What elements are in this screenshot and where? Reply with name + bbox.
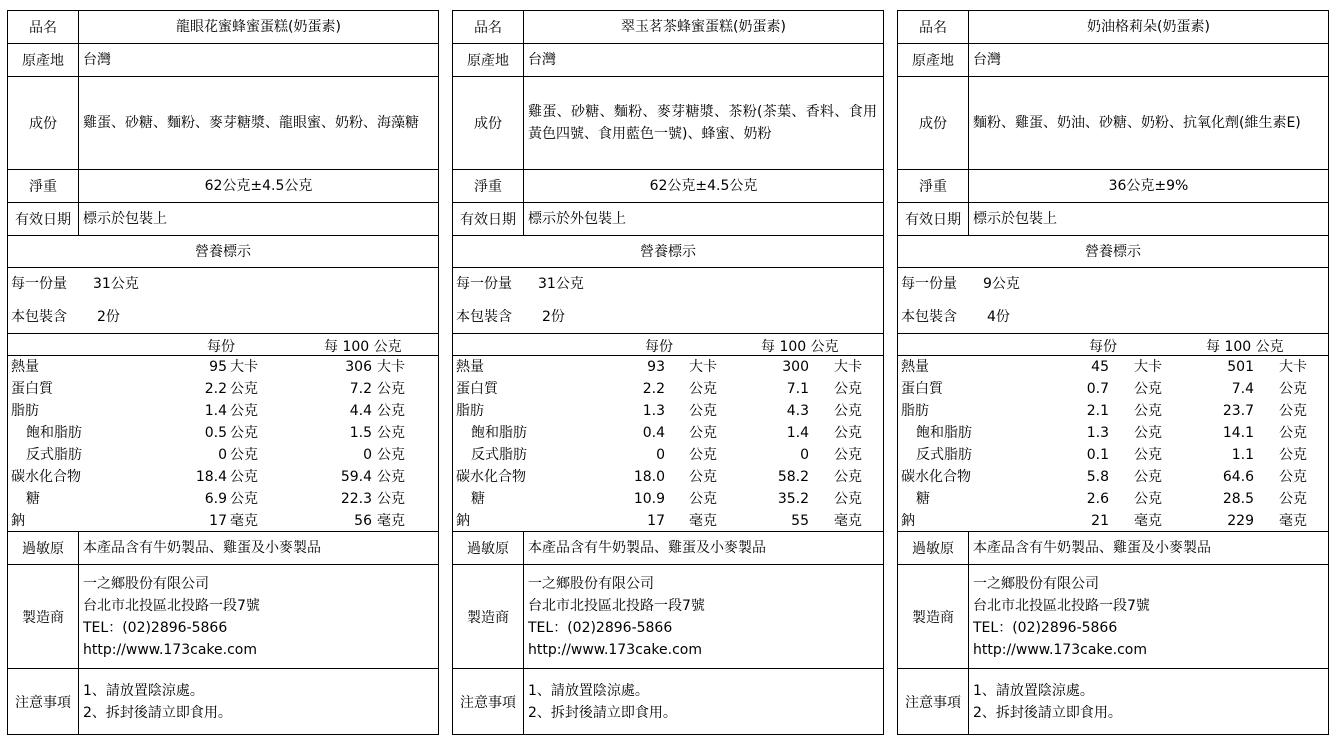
serving-size-line [901, 273, 1020, 295]
nutrient-row [898, 444, 1328, 466]
per-serving-value: 93 [647, 359, 665, 375]
product-label-panel [452, 10, 884, 735]
allergen-row-label: 過敏原 [453, 532, 524, 564]
origin-row-label: 原產地 [453, 44, 524, 76]
per-serving-unit: 大卡 [230, 359, 258, 375]
serving-size-value: 9公克 [983, 276, 1020, 292]
per-serving-value: 0.5 [204, 425, 227, 441]
manufacturer-website-link[interactable]: http://www.173cake.com [973, 641, 1147, 658]
per-serving-value: 1.4 [204, 403, 227, 419]
allergen-row-value: 本產品含有牛奶製品、雞蛋及小麥製品 [973, 540, 1211, 556]
manufacturer-label: 製造商 [453, 565, 524, 668]
per-100g-value: 56 [354, 513, 372, 529]
origin-row [898, 44, 1328, 77]
per-serving-value: 0 [656, 447, 665, 463]
nutrient-row [453, 378, 883, 400]
allergen-row-value: 本產品含有牛奶製品、雞蛋及小麥製品 [83, 540, 321, 556]
per-100g-header: 每 100 公克 [1206, 339, 1284, 355]
nutrient-row [453, 466, 883, 488]
expiry-row-value: 標示於外包裝上 [528, 211, 626, 227]
per-serving-unit: 公克 [1134, 425, 1162, 441]
nutrient-row [8, 444, 438, 466]
per-100g-unit: 公克 [1279, 425, 1307, 441]
per-serving-unit: 公克 [230, 425, 258, 441]
nutrient-name: 飽和脂肪 [26, 425, 82, 441]
per-100g-unit: 公克 [377, 403, 405, 419]
per-100g-value: 58.2 [777, 469, 809, 485]
per-serving-value: 21 [1091, 513, 1109, 529]
nutrient-row [898, 510, 1328, 532]
expiry-row-value: 標示於包裝上 [973, 211, 1057, 227]
nutrient-name: 反式脂肪 [916, 447, 972, 463]
manufacturer-value [524, 565, 883, 668]
nutrition-table-header [8, 334, 438, 356]
servings-per-pack-label: 本包裝含 [901, 309, 957, 325]
nutrition-title-row [8, 235, 438, 268]
per-100g-value: 1.5 [349, 425, 372, 441]
nutrient-name: 碳水化合物 [901, 469, 971, 485]
origin-row-label: 原產地 [8, 44, 79, 76]
product-label-panel [7, 10, 439, 735]
nutrient-row [8, 356, 438, 378]
expiry-row-value: 標示於包裝上 [83, 211, 167, 227]
manufacturer-website-link[interactable]: http://www.173cake.com [83, 641, 257, 658]
manufacturer-line: 台北市北投區北投路一段7號 [528, 597, 705, 614]
nutrient-name: 熱量 [456, 359, 484, 375]
nutrient-row [898, 378, 1328, 400]
per-100g-unit: 公克 [834, 447, 862, 463]
per-100g-value: 7.4 [1231, 381, 1254, 397]
serving-size-value: 31公克 [93, 276, 139, 292]
servings-per-pack-line [901, 306, 1010, 328]
notes-row [898, 669, 1328, 734]
per-serving-unit: 公克 [689, 491, 717, 507]
nutrient-row [8, 466, 438, 488]
serving-size-label: 每一份量 [456, 276, 512, 292]
nutrient-name: 脂肪 [456, 403, 484, 419]
per-serving-value: 0.1 [1086, 447, 1109, 463]
nutrient-row [453, 400, 883, 422]
nutrient-name: 反式脂肪 [26, 447, 82, 463]
serving-size-label: 每一份量 [11, 276, 67, 292]
per-serving-unit: 公克 [1134, 381, 1162, 397]
note-item: 1、請放置陰涼處。 [973, 682, 1094, 699]
per-100g-value: 0 [363, 447, 372, 463]
per-100g-unit: 毫克 [1279, 513, 1307, 529]
per-100g-unit: 公克 [1279, 469, 1307, 485]
per-serving-unit: 公克 [230, 403, 258, 419]
per-serving-value: 1.3 [1086, 425, 1109, 441]
manufacturer-website-link[interactable]: http://www.173cake.com [528, 641, 702, 658]
net-weight-row [453, 170, 883, 203]
per-serving-unit: 公克 [1134, 403, 1162, 419]
nutrient-name: 碳水化合物 [11, 469, 81, 485]
nutrition-table [8, 334, 438, 532]
per-serving-value: 0.4 [642, 425, 665, 441]
per-serving-value: 17 [647, 513, 665, 529]
nutrient-row [898, 400, 1328, 422]
per-serving-value: 45 [1091, 359, 1109, 375]
nutrient-row [453, 444, 883, 466]
manufacturer-line: 一之鄉股份有限公司 [83, 575, 209, 592]
allergen-row [898, 532, 1328, 565]
ingredients-row-value: 雞蛋、砂糖、麵粉、麥芽糖漿、茶粉(茶葉、香料、食用黃色四號、食用藍色一號)、蜂蜜、奶粉 [528, 104, 877, 142]
nutrient-name: 熱量 [901, 359, 929, 375]
origin-row-value: 台灣 [973, 52, 1001, 68]
manufacturer-line: 台北市北投區北投路一段7號 [83, 597, 260, 614]
per-100g-unit: 毫克 [377, 513, 405, 529]
note-item: 1、請放置陰涼處。 [528, 682, 649, 699]
product-name-row-label: 品名 [898, 11, 969, 43]
servings-per-pack-line [456, 306, 565, 328]
product-name-row [8, 11, 438, 44]
notes-row [8, 669, 438, 734]
nutrient-name: 鈉 [11, 513, 25, 529]
nutrient-name: 鈉 [901, 513, 915, 529]
manufacturer-line: TEL：(02)2896-5866 [528, 619, 673, 636]
per-100g-unit: 公克 [1279, 403, 1307, 419]
ingredients-row [8, 77, 438, 170]
per-100g-value: 14.1 [1222, 425, 1254, 441]
origin-row-label: 原產地 [898, 44, 969, 76]
expiry-row [898, 203, 1328, 236]
per-serving-value: 0 [218, 447, 227, 463]
note-item: 1、請放置陰涼處。 [83, 682, 204, 699]
manufacturer-line: TEL：(02)2896-5866 [973, 619, 1118, 636]
nutrient-row [453, 422, 883, 444]
nutrient-row [453, 510, 883, 532]
per-serving-unit: 公克 [1134, 447, 1162, 463]
nutrition-title: 營養標示 [195, 244, 251, 260]
per-serving-value: 18.4 [195, 469, 227, 485]
product-label-panel [897, 10, 1329, 735]
origin-row-value: 台灣 [528, 52, 556, 68]
per-100g-unit: 公克 [377, 447, 405, 463]
manufacturer-line: 一之鄉股份有限公司 [973, 575, 1099, 592]
per-serving-value: 2.6 [1086, 491, 1109, 507]
per-serving-value: 1.3 [642, 403, 665, 419]
origin-row [453, 44, 883, 77]
servings-per-pack-label: 本包裝含 [11, 309, 67, 325]
per-100g-value: 23.7 [1222, 403, 1254, 419]
per-serving-unit: 公克 [689, 469, 717, 485]
manufacturer-line: 台北市北投區北投路一段7號 [973, 597, 1150, 614]
expiry-row-label: 有效日期 [898, 203, 969, 235]
serving-info [453, 268, 883, 334]
nutrient-row [453, 356, 883, 378]
per-100g-value: 1.1 [1231, 447, 1254, 463]
per-serving-unit: 公克 [689, 403, 717, 419]
per-100g-unit: 公克 [1279, 491, 1307, 507]
manufacturer-line: TEL：(02)2896-5866 [83, 619, 228, 636]
per-serving-unit: 公克 [689, 381, 717, 397]
per-100g-unit: 公克 [377, 425, 405, 441]
per-serving-header: 每份 [207, 339, 235, 355]
nutrient-name: 脂肪 [901, 403, 929, 419]
ingredients-row [898, 77, 1328, 170]
per-100g-unit: 公克 [1279, 381, 1307, 397]
nutrient-name: 糖 [916, 491, 930, 507]
nutrient-row [8, 378, 438, 400]
nutrient-name: 糖 [26, 491, 40, 507]
notes-label: 注意事項 [8, 669, 79, 734]
expiry-row [453, 203, 883, 236]
per-100g-unit: 公克 [377, 381, 405, 397]
per-serving-value: 5.8 [1086, 469, 1109, 485]
per-100g-value: 28.5 [1222, 491, 1254, 507]
per-100g-unit: 公克 [834, 381, 862, 397]
nutrient-name: 鈉 [456, 513, 470, 529]
per-100g-unit: 公克 [377, 491, 405, 507]
per-100g-unit: 毫克 [834, 513, 862, 529]
per-100g-value: 0 [800, 447, 809, 463]
per-serving-value: 2.2 [642, 381, 665, 397]
per-serving-unit: 公克 [1134, 469, 1162, 485]
per-100g-unit: 大卡 [834, 359, 862, 375]
product-name-row [453, 11, 883, 44]
per-serving-unit: 大卡 [689, 359, 717, 375]
per-100g-unit: 公克 [834, 425, 862, 441]
per-100g-unit: 公克 [834, 491, 862, 507]
net-weight-row-value: 62公克±4.5公克 [649, 178, 758, 194]
ingredients-row-label: 成份 [898, 77, 969, 169]
nutrient-name: 蛋白質 [901, 381, 943, 397]
per-100g-unit: 公克 [377, 469, 405, 485]
ingredients-row-label: 成份 [8, 77, 79, 169]
per-100g-value: 4.3 [786, 403, 809, 419]
expiry-row-label: 有效日期 [8, 203, 79, 235]
notes-row [453, 669, 883, 734]
nutrition-title: 營養標示 [640, 244, 696, 260]
net-weight-row [898, 170, 1328, 203]
nutrition-title-row [453, 235, 883, 268]
nutrition-table-header [453, 334, 883, 356]
per-100g-unit: 公克 [1279, 447, 1307, 463]
per-100g-value: 22.3 [340, 491, 372, 507]
per-serving-value: 2.1 [1086, 403, 1109, 419]
per-serving-unit: 毫克 [1134, 513, 1162, 529]
serving-info [898, 268, 1328, 334]
net-weight-row-value: 62公克±4.5公克 [204, 178, 313, 194]
serving-size-line [456, 273, 584, 295]
servings-per-pack-label: 本包裝含 [456, 309, 512, 325]
manufacturer-row [8, 565, 438, 669]
nutrition-title-row [898, 235, 1328, 268]
nutrition-title: 營養標示 [1085, 244, 1141, 260]
ingredients-row-value: 麵粉、雞蛋、奶油、砂糖、奶粉、抗氧化劑(維生素E) [973, 115, 1301, 131]
serving-size-label: 每一份量 [901, 276, 957, 292]
per-serving-value: 95 [209, 359, 227, 375]
net-weight-row-value: 36公克±9% [1108, 178, 1189, 194]
net-weight-row [8, 170, 438, 203]
manufacturer-label: 製造商 [898, 565, 969, 668]
per-serving-unit: 毫克 [689, 513, 717, 529]
nutrition-table [453, 334, 883, 532]
net-weight-row-label: 淨重 [8, 170, 79, 202]
nutrient-name: 蛋白質 [456, 381, 498, 397]
nutrient-row [898, 488, 1328, 510]
net-weight-row-label: 淨重 [898, 170, 969, 202]
manufacturer-row [453, 565, 883, 669]
per-100g-value: 4.4 [349, 403, 372, 419]
per-serving-value: 18.0 [633, 469, 665, 485]
per-serving-unit: 公克 [689, 425, 717, 441]
notes-label: 注意事項 [453, 669, 524, 734]
net-weight-row-label: 淨重 [453, 170, 524, 202]
per-100g-value: 35.2 [777, 491, 809, 507]
serving-info [8, 268, 438, 334]
per-100g-unit: 公克 [834, 469, 862, 485]
servings-per-pack-line [11, 306, 120, 328]
per-100g-header: 每 100 公克 [324, 339, 402, 355]
origin-row [8, 44, 438, 77]
nutrient-row [898, 356, 1328, 378]
per-100g-value: 59.4 [340, 469, 372, 485]
expiry-row-label: 有效日期 [453, 203, 524, 235]
per-serving-value: 2.2 [204, 381, 227, 397]
product-name-row-value: 奶油格莉朵(奶蛋素) [1087, 19, 1210, 35]
per-serving-unit: 公克 [230, 469, 258, 485]
product-name-row-label: 品名 [8, 11, 79, 43]
manufacturer-line: 一之鄉股份有限公司 [528, 575, 654, 592]
manufacturer-value [969, 565, 1328, 668]
nutrient-row [8, 400, 438, 422]
allergen-row-value: 本產品含有牛奶製品、雞蛋及小麥製品 [528, 540, 766, 556]
note-item: 2、拆封後請立即食用。 [973, 704, 1122, 721]
manufacturer-value [79, 565, 438, 668]
per-100g-header: 每 100 公克 [761, 339, 839, 355]
nutrient-name: 蛋白質 [11, 381, 53, 397]
servings-per-pack-value: 2份 [542, 309, 565, 325]
per-serving-unit: 公克 [230, 447, 258, 463]
allergen-row-label: 過敏原 [8, 532, 79, 564]
allergen-row [453, 532, 883, 565]
per-100g-value: 306 [345, 359, 372, 375]
per-serving-value: 0.7 [1086, 381, 1109, 397]
notes-value [79, 669, 438, 734]
serving-size-value: 31公克 [538, 276, 584, 292]
manufacturer-label: 製造商 [8, 565, 79, 668]
nutrient-row [898, 466, 1328, 488]
note-item: 2、拆封後請立即食用。 [528, 704, 677, 721]
nutrient-row [898, 422, 1328, 444]
nutrient-name: 熱量 [11, 359, 39, 375]
per-100g-value: 229 [1227, 513, 1254, 529]
notes-value [524, 669, 883, 734]
per-serving-unit: 公克 [1134, 491, 1162, 507]
nutrient-name: 糖 [471, 491, 485, 507]
nutrient-row [8, 422, 438, 444]
per-serving-value: 17 [209, 513, 227, 529]
per-100g-value: 64.6 [1222, 469, 1254, 485]
per-serving-unit: 毫克 [230, 513, 258, 529]
allergen-row [8, 532, 438, 565]
per-100g-value: 55 [791, 513, 809, 529]
note-item: 2、拆封後請立即食用。 [83, 704, 232, 721]
ingredients-row [453, 77, 883, 170]
expiry-row [8, 203, 438, 236]
serving-size-line [11, 273, 139, 295]
per-serving-unit: 公克 [230, 381, 258, 397]
per-100g-value: 7.1 [786, 381, 809, 397]
nutrition-table-header [898, 334, 1328, 356]
per-100g-value: 501 [1227, 359, 1254, 375]
per-100g-value: 300 [782, 359, 809, 375]
nutrient-row [8, 488, 438, 510]
product-name-row-value: 龍眼花蜜蜂蜜蛋糕(奶蛋素) [176, 19, 341, 35]
origin-row-value: 台灣 [83, 52, 111, 68]
allergen-row-label: 過敏原 [898, 532, 969, 564]
nutrient-name: 碳水化合物 [456, 469, 526, 485]
per-100g-unit: 大卡 [1279, 359, 1307, 375]
per-100g-unit: 公克 [834, 403, 862, 419]
servings-per-pack-value: 2份 [97, 309, 120, 325]
per-serving-unit: 公克 [230, 491, 258, 507]
per-100g-value: 1.4 [786, 425, 809, 441]
per-serving-unit: 公克 [689, 447, 717, 463]
nutrition-table [898, 334, 1328, 532]
product-name-row-value: 翠玉茗茶蜂蜜蛋糕(奶蛋素) [621, 19, 786, 35]
notes-label: 注意事項 [898, 669, 969, 734]
nutrient-name: 飽和脂肪 [471, 425, 527, 441]
ingredients-row-label: 成份 [453, 77, 524, 169]
per-100g-value: 7.2 [349, 381, 372, 397]
per-serving-unit: 大卡 [1134, 359, 1162, 375]
per-serving-value: 6.9 [204, 491, 227, 507]
nutrient-row [453, 488, 883, 510]
servings-per-pack-value: 4份 [987, 309, 1010, 325]
nutrient-row [8, 510, 438, 532]
notes-value [969, 669, 1328, 734]
per-100g-unit: 大卡 [377, 359, 405, 375]
ingredients-row-value: 雞蛋、砂糖、麵粉、麥芽糖漿、龍眼蜜、奶粉、海藻糖 [83, 115, 419, 131]
nutrient-name: 反式脂肪 [471, 447, 527, 463]
product-name-row-label: 品名 [453, 11, 524, 43]
per-serving-header: 每份 [1089, 339, 1117, 355]
per-serving-value: 10.9 [633, 491, 665, 507]
nutrient-name: 脂肪 [11, 403, 39, 419]
manufacturer-row [898, 565, 1328, 669]
product-name-row [898, 11, 1328, 44]
nutrient-name: 飽和脂肪 [916, 425, 972, 441]
per-serving-header: 每份 [645, 339, 673, 355]
